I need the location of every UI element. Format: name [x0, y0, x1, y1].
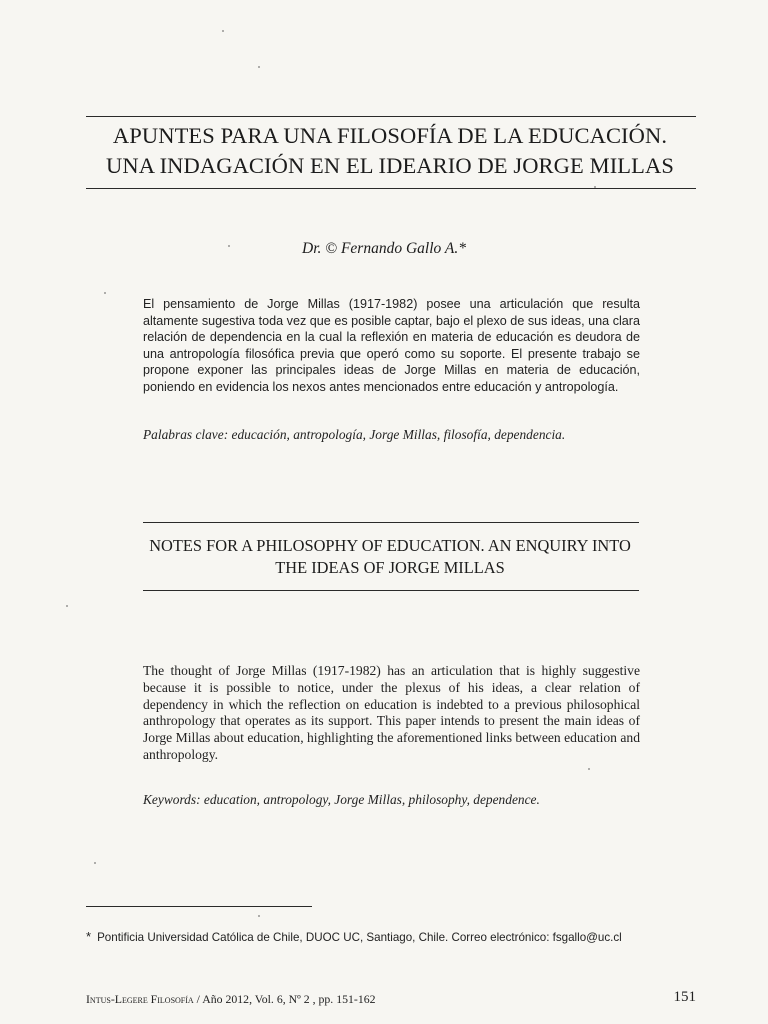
title-bottom-rule [86, 188, 696, 189]
footnote [86, 929, 622, 944]
scan-speck [228, 245, 230, 247]
citation-details: / Año 2012, Vol. 6, Nº 2 , pp. 151-162 [193, 992, 376, 1006]
spanish-title-line-1: APUNTES PARA UNA FILOSOFÍA DE LA EDUCACIÓN. [112, 123, 668, 148]
english-keywords: Keywords: education, antropology, Jorge Millas, philosophy, dependence. [143, 792, 540, 807]
scan-speck [258, 66, 260, 68]
scan-speck [66, 605, 68, 607]
footnote-text: Pontificia Universidad Católica de Chile, DUOC UC, Santiago, Chile. Correo electrónico: fsgallo@uc.cl [97, 931, 622, 944]
footnote-marker: * [86, 929, 92, 944]
scan-speck [588, 768, 590, 770]
running-footer [86, 992, 376, 1007]
scan-speck [94, 862, 96, 864]
english-title [60, 535, 720, 579]
spanish-keywords: Palabras clave: educación, antropología, Jorge Millas, filosofía, dependencia. [143, 427, 566, 442]
journal-name: Intus-Legere Filosofía [86, 992, 194, 1006]
spanish-title [60, 121, 720, 181]
english-title-line-1: NOTES FOR A PHILOSOPHY OF EDUCATION. AN ENQUIRY INTO [149, 536, 631, 555]
title-top-rule [86, 116, 696, 117]
scan-speck [222, 30, 224, 32]
page-number: 151 [673, 989, 696, 1005]
english-title-line-2: THE IDEAS OF JORGE MILLAS [275, 558, 505, 577]
scan-speck [594, 186, 596, 188]
footnote-separator [86, 906, 312, 907]
spanish-abstract: El pensamiento de Jorge Millas (1917-1982) posee una articulación que resulta altamente sugestiva toda vez que es posible captar, bajo el plexo de sus ideas, una clara relación de dependencia en la cual la reflexión en materia de educación es deudora de una antropología filosófica previa que operó como su soporte. El presente trabajo se propone exponer las principales ideas de Jorge Millas en materia de educación, poniendo en evidencia los nexos antes mencionados entre educación y antropología. [143, 297, 640, 394]
english-abstract: The thought of Jorge Millas (1917-1982) has an articulation that is highly suggestive because it is possible to notice, under the plexus of his ideas, a clear relation of dependency in which the reflection on education is indebted to a previous philosophical anthropology that operates as its support. This paper intends to present the main ideas of Jorge Millas about education, highlighting the aforementioned links between education and anthropology. [143, 663, 640, 762]
author-line: Dr. © Fernando Gallo A.* [302, 240, 466, 257]
scan-speck [258, 915, 260, 917]
spanish-title-line-2: UNA INDAGACIÓN EN EL IDEARIO DE JORGE MILLAS [106, 153, 674, 178]
english-title-top-rule [143, 522, 639, 523]
scan-speck [104, 292, 106, 294]
english-title-bottom-rule [143, 590, 639, 591]
